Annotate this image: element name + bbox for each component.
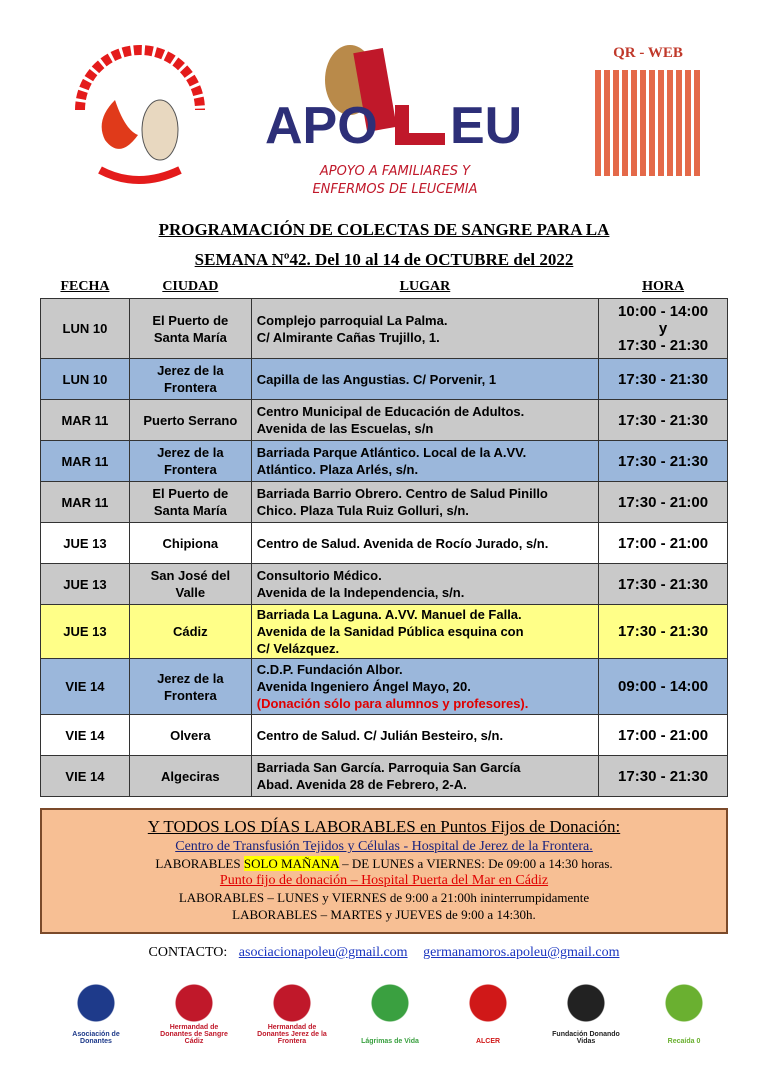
svg-text:ENFERMOS DE LEUCEMIA: ENFERMOS DE LEUCEMIA (312, 182, 478, 197)
solo-manana-highlight: SOLO MAÑANA (243, 856, 339, 871)
qr-code[interactable] (593, 45, 703, 195)
place-cell-text: Barriada La Laguna. A.VV. Manuel de Falla. Avenida de la Sanidad Pública esquina con C/ Velázquez. (256, 607, 524, 656)
date-cell (41, 605, 130, 659)
date-cell (41, 756, 130, 797)
place-cell (251, 715, 598, 756)
city-cell (129, 400, 251, 441)
table-row (41, 756, 728, 797)
city-cell-text: Jerez de la Frontera (157, 445, 224, 477)
sponsor-name: ALCER (475, 1038, 501, 1045)
sponsor-name: Asociación de Donantes (72, 1031, 120, 1045)
city-cell-text: San José del Valle (150, 568, 231, 600)
date-cell-text: JUE 13 (63, 624, 107, 639)
city-cell (129, 605, 251, 659)
table-row (41, 299, 728, 359)
time-cell (599, 659, 728, 715)
place-cell-text: Barriada San García. Parroquia San García Abad. Avenida 28 de Febrero, 2-A. (256, 760, 521, 792)
sponsor-logos (60, 975, 720, 1045)
date-cell (41, 523, 130, 564)
place-cell-text: Centro de Salud. C/ Julián Besteiro, s/n. (256, 727, 504, 743)
time-cell-text: 17:30 - 21:30 (618, 767, 709, 785)
city-cell (129, 715, 251, 756)
city-cell (129, 659, 251, 715)
date-cell-text: VIE 14 (65, 679, 105, 694)
time-cell (599, 441, 728, 482)
place-cell (251, 400, 598, 441)
place-cell (251, 359, 598, 400)
place-cell (251, 756, 598, 797)
column-header: LUGAR (399, 279, 451, 294)
place-cell-text: Consultorio Médico. Avenida de la Independencia, s/n. (256, 568, 465, 600)
city-cell (129, 441, 251, 482)
table-row (41, 715, 728, 756)
email-link-1[interactable]: asociacionapoleu@gmail.com (238, 945, 408, 960)
sponsor-logo (60, 975, 132, 1045)
sponsor-name: Lágrimas de Vida (361, 1038, 419, 1045)
time-cell (599, 523, 728, 564)
jerez-center-link: Centro de Transfusión Tejidos y Células - Hospital de Jerez de la Frontera. (175, 839, 593, 854)
table-row (41, 523, 728, 564)
city-cell-text: El Puerto de Santa María (152, 312, 229, 345)
time-cell-text: 17:00 - 21:00 (618, 726, 709, 744)
svg-text:APO: APO (265, 97, 378, 155)
date-cell-text: JUE 13 (63, 535, 107, 551)
time-cell-text: 17:30 - 21:00 (618, 493, 709, 511)
city-cell-text: Jerez de la Frontera (157, 670, 224, 703)
place-note: (Donación sólo para alumnos y profesores). (256, 696, 529, 711)
city-cell (129, 756, 251, 797)
time-cell-text: 09:00 - 14:00 (618, 678, 709, 695)
place-cell (251, 482, 598, 523)
time-cell (599, 715, 728, 756)
time-cell (599, 482, 728, 523)
cadiz-hours-2: LABORABLES – MARTES y JUEVES de 9:00 a 14:30h. (232, 907, 536, 922)
date-cell-text: LUN 10 (62, 321, 108, 336)
date-cell-text: MAR 11 (61, 494, 109, 510)
cadiz-hours-1: LABORABLES – LUNES y VIERNES de 9:00 a 21:00h ininterrumpidamente (178, 890, 590, 905)
time-cell-text: 17:30 - 21:30 (618, 575, 709, 593)
time-cell (599, 564, 728, 605)
page-title-line1: PROGRAMACIÓN DE COLECTAS DE SANGRE PARA LA (158, 220, 610, 239)
sponsor-name: Hermandad de Donantes Jerez de la Frontera (257, 1024, 327, 1045)
city-cell-text: Jerez de la Frontera (157, 363, 224, 395)
city-cell-text: El Puerto de Santa María (152, 486, 229, 518)
place-cell-text: Barriada Parque Atlántico. Local de la A.VV. Atlántico. Plaza Arlés, s/n. (256, 445, 527, 477)
time-cell-text: 17:30 - 21:30 (618, 452, 709, 470)
place-cell (251, 659, 598, 715)
contact-label: CONTACTO: (148, 945, 228, 960)
cadiz-point: Punto fijo de donación – Hospital Puerta del Mar en Cádiz (219, 873, 549, 888)
place-cell-text: Centro de Salud. Avenida de Rocío Jurado, s/n. (256, 535, 549, 551)
dona-sangre-logo (60, 40, 215, 190)
city-cell (129, 523, 251, 564)
city-cell-text: Olvera (170, 727, 211, 743)
svg-text:EU: EU (450, 97, 523, 155)
place-cell (251, 605, 598, 659)
city-cell-text: Chipiona (162, 535, 219, 551)
place-cell (251, 299, 598, 359)
table-row (41, 659, 728, 715)
date-cell (41, 359, 130, 400)
date-cell (41, 441, 130, 482)
table-row (41, 400, 728, 441)
time-cell (599, 359, 728, 400)
hours-suffix: – DE LUNES a VIERNES: De 09:00 a 14:30 horas. (338, 856, 613, 871)
time-cell-text: 17:30 - 21:30 (618, 623, 709, 640)
table-row (41, 482, 728, 523)
city-cell (129, 482, 251, 523)
date-cell-text: MAR 11 (61, 453, 109, 469)
date-cell (41, 299, 130, 359)
fixed-points-box (40, 808, 728, 934)
time-cell (599, 605, 728, 659)
time-cell-text: 17:00 - 21:00 (618, 534, 709, 552)
city-cell (129, 359, 251, 400)
time-cell-text: 10:00 - 14:00 y 17:30 - 21:30 (618, 303, 709, 354)
table-row (41, 564, 728, 605)
table-row (41, 605, 728, 659)
city-cell-text: Cádiz (172, 624, 208, 639)
svg-text:APOYO A FAMILIARES Y: APOYO A FAMILIARES Y (319, 164, 471, 179)
date-cell-text: VIE 14 (65, 768, 105, 784)
sponsor-logo (452, 975, 524, 1045)
jerez-hours (42, 855, 726, 872)
city-cell (129, 564, 251, 605)
sponsor-name: Hermandad de Donantes de Sangre Cádiz (160, 1024, 228, 1045)
date-cell-text: JUE 13 (63, 576, 107, 592)
place-cell-text: Capilla de las Angustias. C/ Porvenir, 1 (256, 371, 497, 387)
sponsor-logo (158, 975, 230, 1045)
time-cell-text: 17:30 - 21:30 (618, 370, 709, 388)
fixed-heading: Y TODOS LOS DÍAS LABORABLES en Puntos Fijos de Donación: (147, 817, 621, 836)
date-cell (41, 659, 130, 715)
qr-code-image (595, 70, 701, 176)
city-cell (129, 299, 251, 359)
hours-prefix: LABORABLES (155, 856, 244, 871)
time-cell (599, 400, 728, 441)
apoleu-logo (255, 35, 535, 205)
table-row (41, 441, 728, 482)
sponsor-logo (648, 975, 720, 1045)
date-cell (41, 400, 130, 441)
date-cell (41, 564, 130, 605)
sponsor-name: Fundación Donando Vidas (552, 1031, 620, 1045)
sponsor-logo (354, 975, 426, 1045)
column-header: CIUDAD (162, 279, 219, 294)
contact-line (0, 945, 768, 961)
city-cell-text: Puerto Serrano (143, 412, 238, 428)
place-cell-text: C.D.P. Fundación Albor. Avenida Ingeniero Ángel Mayo, 20. (256, 662, 471, 694)
page-title-line2: SEMANA Nº42. Del 10 al 14 de OCTUBRE del 2022 (194, 250, 574, 269)
sponsor-name: Recaída 0 (667, 1038, 701, 1045)
sponsor-logo (550, 975, 622, 1045)
place-cell-text: Centro Municipal de Educación de Adultos. Avenida de las Escuelas, s/n (256, 404, 525, 436)
time-cell (599, 756, 728, 797)
place-cell (251, 564, 598, 605)
date-cell-text: VIE 14 (65, 727, 105, 743)
place-cell-text: Barriada Barrio Obrero. Centro de Salud Pinillo Chico. Plaza Tula Ruiz Golluri, s/n. (256, 486, 548, 518)
time-cell (599, 299, 728, 359)
sponsor-logo (256, 975, 328, 1045)
column-header: HORA (642, 279, 685, 294)
date-cell-text: MAR 11 (61, 412, 109, 428)
place-cell (251, 441, 598, 482)
city-cell-text: Algeciras (161, 768, 220, 784)
schedule-table (40, 276, 728, 797)
column-header: FECHA (60, 279, 110, 294)
date-cell-text: LUN 10 (62, 371, 108, 387)
place-cell-text: Complejo parroquial La Palma. C/ Almirante Cañas Trujillo, 1. (256, 312, 448, 345)
time-cell-text: 17:30 - 21:30 (618, 411, 709, 429)
email-link-2[interactable]: germanamoros.apoleu@gmail.com (423, 945, 620, 960)
date-cell (41, 715, 130, 756)
qr-label: QR - WEB (613, 45, 683, 61)
place-cell (251, 523, 598, 564)
table-row (41, 359, 728, 400)
date-cell (41, 482, 130, 523)
